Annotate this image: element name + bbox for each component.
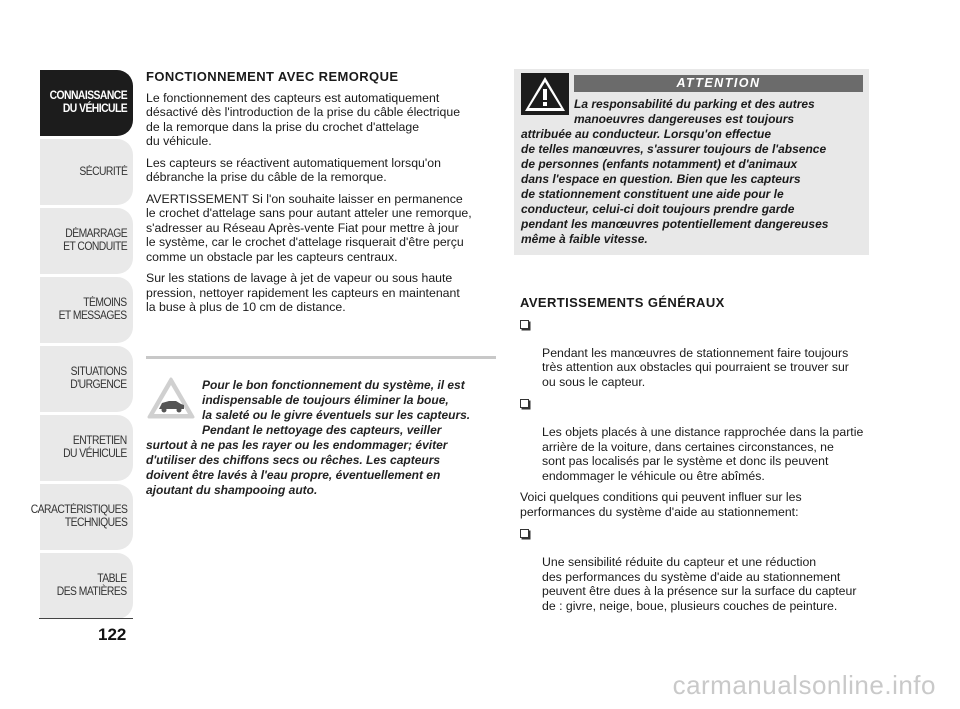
tab-label: SITUATIONS D'URGENCE xyxy=(70,366,127,391)
tab-situations-d-urgence[interactable] xyxy=(40,346,133,412)
note-line: la saleté ou le givre éventuels sur les capteurs. xyxy=(202,408,471,422)
checkbox-bullet-icon xyxy=(520,399,529,408)
note-line: Pour le bon fonctionnement du système, il est xyxy=(202,378,465,392)
tab-demarrage-et-conduite[interactable] xyxy=(40,208,133,274)
attention-box xyxy=(514,69,869,255)
attention-text xyxy=(521,97,866,247)
tab-securite[interactable] xyxy=(40,139,133,205)
tab-caracteristiques-techniques[interactable] xyxy=(30,484,133,550)
attention-line: dans l'espace en question. Bien que les capteurs xyxy=(521,172,801,186)
paragraph: AVERTISSEMENT Si l'on souhaite laisser en permanence le crochet d'attelage sans pour autant atteler une remorque, s'adresser au Réseau Après-vente Fiat pour mettre à jour le système, car le crochet d'attelage risquerait d'être perçu comme un obstacle par les capteurs centraux. xyxy=(146,191,472,264)
list-item xyxy=(520,526,870,613)
note-line: ajoutant du shampooing auto. xyxy=(146,483,318,497)
attention-line: de stationnement constituent une aide pour le xyxy=(521,187,784,201)
attention-line: manoeuvres dangereuses est toujours xyxy=(574,112,795,126)
note-text xyxy=(146,378,498,498)
checkbox-bullet-icon xyxy=(520,529,529,538)
attention-line: La responsabilité du parking et des autres xyxy=(574,97,815,111)
tab-label: TÉMOINS ET MESSAGES xyxy=(58,297,127,322)
attention-line: pendant les manœuvres potentiellement dangereuses xyxy=(521,217,829,231)
paragraph: Voici quelques conditions qui peuvent influer sur les performances du système d'aide au stationnement: xyxy=(520,490,802,519)
attention-line: même à faible vitesse. xyxy=(521,232,648,246)
watermark: carmanualsonline.info xyxy=(672,670,936,700)
checkbox-bullet-icon xyxy=(520,320,529,329)
attention-line: conducteur, celui-ci doit toujours prendre garde xyxy=(521,202,795,216)
note-line: surtout à ne pas les rayer ou les endommager; éviter xyxy=(146,438,448,452)
paragraph: Sur les stations de lavage à jet de vapeur ou sous haute pression, nettoyer rapidement les capteurs en maintenant la buse à plus de 10 cm de distance. xyxy=(146,271,460,314)
list-item xyxy=(520,317,870,390)
note-line: doivent être lavés à l'eau propre, éventuellement en xyxy=(146,468,441,482)
list-item xyxy=(520,396,870,483)
note-divider xyxy=(146,356,496,359)
tab-table-des-matieres[interactable] xyxy=(40,553,133,619)
tab-label: TABLE DES MATIÈRES xyxy=(57,573,127,598)
note-line: Pendant le nettoyage des capteurs, veiller xyxy=(202,423,442,437)
tab-label: CONNAISSANCE DU VÉHICULE xyxy=(49,90,127,115)
list-item-text: Une sensibilité réduite du capteur et une réduction des performances du système d'aide au stationnement peuvent être dues à la présence sur la surface du capteur de : givre, neige, boue, plusieurs couches de peinture. xyxy=(542,555,857,613)
tab-label: SÉCURITÉ xyxy=(78,165,127,178)
attention-line: attribuée au conducteur. Lorsqu'on effectue xyxy=(521,127,772,141)
tab-label: CARACTÉRISTIQUES TECHNIQUES xyxy=(30,504,127,529)
paragraph: Le fonctionnement des capteurs est automatiquement désactivé dès l'introduction de la prise du câble électrique de la remorque dans la prise du crochet d'attelage du véhicule. xyxy=(146,90,461,148)
attention-line: de telles manœuvres, s'assurer toujours de l'absence xyxy=(521,142,827,156)
note-line: indispensable de toujours éliminer la boue, xyxy=(202,393,449,407)
right-column xyxy=(520,296,870,620)
tab-label: DÉMARRAGE ET CONDUITE xyxy=(62,228,127,253)
tab-connaissance-du-vehicule[interactable] xyxy=(40,70,133,136)
tab-label: ENTRETIEN DU VÉHICULE xyxy=(63,435,127,460)
section-heading: FONCTIONNEMENT AVEC REMORQUE xyxy=(146,69,399,84)
page-number: 122 xyxy=(98,625,127,644)
note-line: d'utiliser des chiffons secs ou rêches. Les capteurs xyxy=(146,453,441,467)
sidebar-divider xyxy=(39,618,133,619)
list-item-text: Pendant les manœuvres de stationnement faire toujours très attention aux obstacles qui pourraient se trouver sur ou sous le capteur. xyxy=(542,345,849,389)
attention-line: de personnes (enfants notamment) et d'animaux xyxy=(521,157,798,171)
paragraph: Les capteurs se réactivent automatiquement lorsqu'on débranche la prise du câble de la remorque. xyxy=(146,155,441,184)
tab-entretien-du-vehicule[interactable] xyxy=(40,415,133,481)
list-item-text: Les objets placés à une distance rapprochée dans la partie arrière de la voiture, dans certaines circonstances, ne sont pas localisés par le système et donc ils peuvent endommager le véhicule ou être abîmés. xyxy=(542,425,864,483)
left-column xyxy=(146,70,498,322)
attention-header: ATTENTION xyxy=(574,75,863,92)
section-heading: AVERTISSEMENTS GÉNÉRAUX xyxy=(520,295,725,310)
tab-temoins-et-messages[interactable] xyxy=(40,277,133,343)
